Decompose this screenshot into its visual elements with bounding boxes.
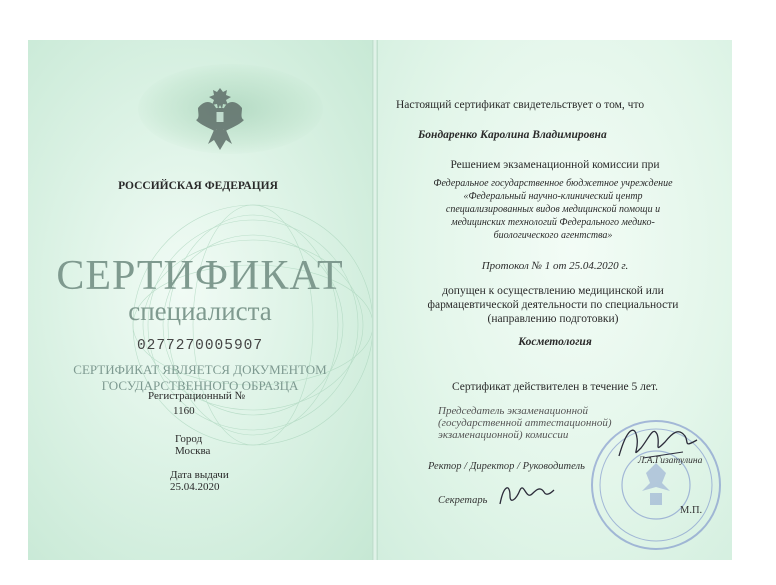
role-options: Ректор / Директор / Руководитель	[428, 461, 585, 472]
certificate-document	[28, 40, 732, 560]
head-name: Л.А.Гизатулина	[638, 456, 703, 466]
certificate-right-page	[378, 40, 732, 560]
secretary-signature	[496, 478, 556, 508]
country-label: РОССИЙСКАЯ ФЕДЕРАЦИЯ	[118, 180, 278, 192]
chair-line-2: (государственной аттестационной)	[438, 417, 612, 429]
admission-line-3: (направлению подготовки)	[487, 313, 619, 325]
state-sample-line-1: СЕРТИФИКАТ ЯВЛЯЕТСЯ ДОКУМЕНТОМ	[73, 362, 327, 377]
organization-line-4: медицинских технологий Федерального медико-	[451, 217, 655, 228]
city-value: Москва	[175, 445, 211, 457]
certificate-intro: Настоящий сертификат свидетельствует о том, что	[396, 99, 645, 111]
admission-text	[388, 284, 718, 326]
organization-line-5: биологического агентства»	[493, 230, 613, 241]
registration-number-label: Регистрационный №	[148, 390, 246, 402]
organization-name	[398, 177, 708, 242]
organization-line-3: специализированных видов медицинской помощи и	[445, 204, 661, 215]
certificate-subtitle: специалиста	[128, 296, 272, 326]
organization-line-1: Федеральное государственное бюджетное учреждение	[433, 178, 673, 189]
organization-line-2: «Федеральный научно-клинический центр	[463, 191, 643, 202]
certificate-left-page	[28, 40, 372, 560]
validity-statement: Сертификат действителен в течение 5 лет.	[451, 381, 659, 393]
seal-place-label: М.П.	[680, 505, 703, 516]
registration-number-value: 1160	[173, 405, 195, 417]
admission-line-2: фармацевтической деятельности по специальности	[427, 299, 679, 311]
coat-of-arms-eagle-icon	[188, 78, 252, 158]
certificate-number: 0277270005907	[136, 338, 264, 354]
issue-date-label: Дата выдачи	[170, 469, 229, 481]
holder-name: Бондаренко Каролина Владимировна	[418, 129, 607, 141]
specialty-value: Косметология	[518, 336, 592, 348]
city-label: Город	[175, 433, 203, 445]
admission-line-1: допущен к осуществлению медицинской или	[442, 285, 664, 297]
certificate-title: СЕРТИФИКАТ	[56, 253, 344, 299]
chair-line-1: Председатель экзаменационной	[438, 405, 589, 417]
protocol-line: Протокол № 1 от 25.04.2020 г.	[481, 260, 629, 272]
issue-date-value: 25.04.2020	[170, 481, 220, 493]
commission-decision: Решением экзаменационной комиссии при	[450, 159, 660, 171]
state-sample-line-2: ГОСУДАРСТВЕННОГО ОБРАЗЦА	[101, 378, 299, 393]
chair-line-3: экзаменационной) комиссии	[438, 429, 569, 441]
secretary-label: Секретарь	[438, 495, 488, 506]
chair-label	[438, 405, 612, 441]
